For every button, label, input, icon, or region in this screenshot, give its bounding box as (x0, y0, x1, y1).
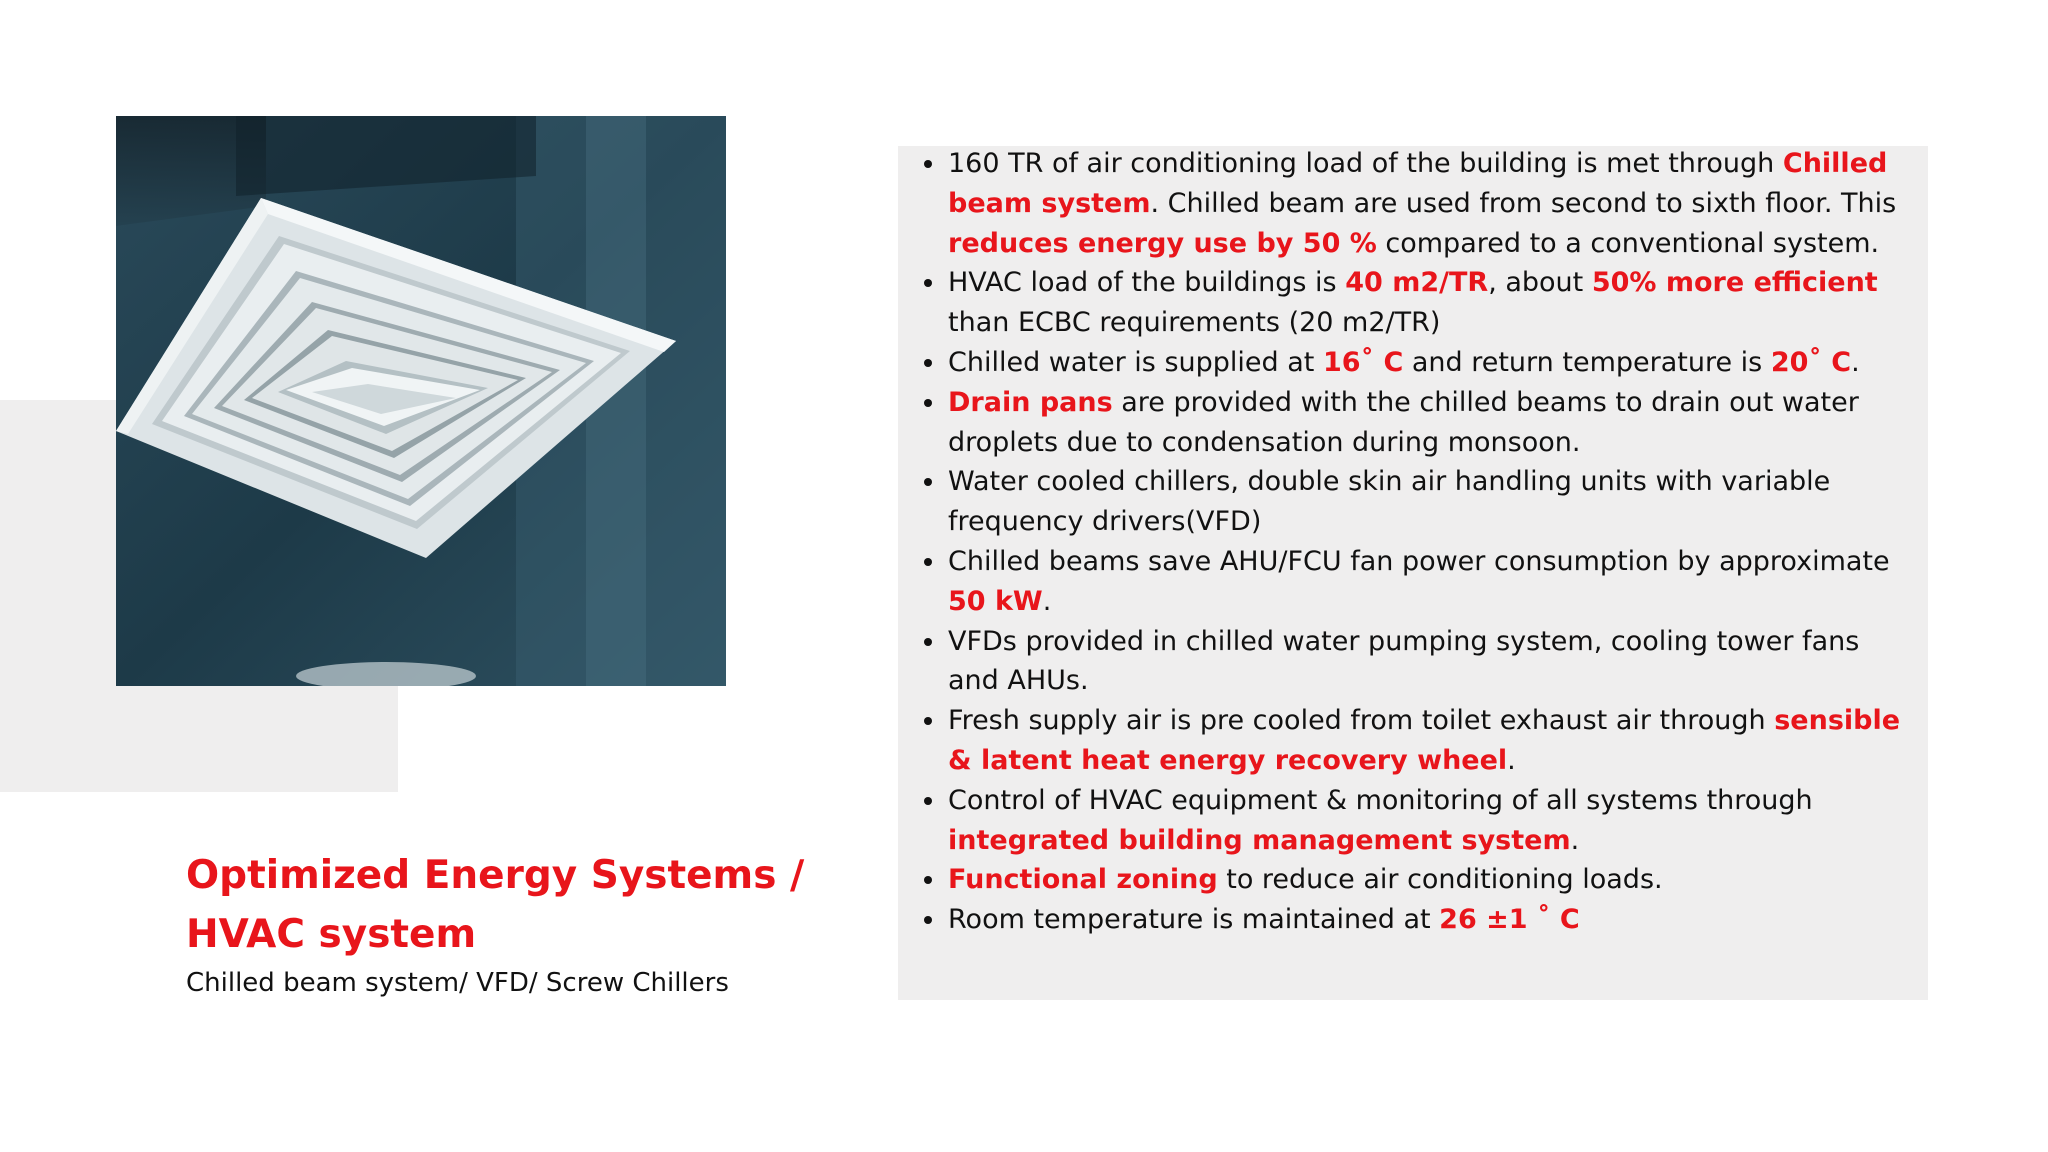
item-text: Control of HVAC equipment & monitoring of all systems through (948, 784, 1813, 816)
item-highlight: Chilled beam system (948, 148, 1888, 219)
item-text: . (1042, 585, 1052, 617)
item-text: to reduce air conditioning loads. (1217, 864, 1663, 896)
item-text: compared to a conventional system. (1376, 227, 1880, 259)
item-text: Chilled water is supplied at (948, 346, 1323, 378)
item-highlight: reduces energy use by 50 % (948, 227, 1377, 259)
item-highlight: 50 kW (948, 585, 1043, 617)
item-highlight: integrated building management system (948, 824, 1571, 856)
item-text: than ECBC requirements (20 m2/TR) (948, 307, 1441, 339)
item-text: . (1851, 346, 1860, 378)
item-highlight: 26 ±1 ˚ C (1439, 904, 1580, 936)
page-title (186, 846, 826, 964)
item-text: Fresh supply air is pre cooled from toilet exhaust air through (948, 705, 1775, 737)
item-text: , about (1488, 267, 1592, 299)
item-text: . (1507, 744, 1516, 776)
item-highlight: 40 m2/TR (1345, 267, 1489, 299)
item-text: Room temperature is maintained at (948, 904, 1440, 936)
list-item (948, 542, 1918, 622)
item-text: HVAC load of the buildings is (948, 267, 1346, 299)
item-highlight: 20˚ C (1770, 346, 1852, 378)
hvac-feature-list (948, 144, 1918, 940)
list-item (948, 781, 1918, 861)
item-text: . Chilled beam are used from second to sixth floor. This (1150, 187, 1897, 219)
hvac-diffuser-photo (116, 116, 726, 686)
item-highlight: sensible & latent heat energy recovery wheel (948, 705, 1901, 776)
list-item (948, 343, 1918, 383)
item-highlight: Functional zoning (948, 864, 1218, 896)
list-item (948, 462, 1918, 542)
item-highlight: 50% more efficient (1591, 267, 1878, 299)
page-title-line-1: Optimized Energy Systems / (186, 853, 805, 898)
list-item (948, 701, 1918, 781)
item-text: and return temperature is (1403, 346, 1771, 378)
item-text: VFDs provided in chilled water pumping system, cooling tower fans and AHUs. (948, 625, 1860, 697)
item-text: . (1570, 824, 1580, 856)
list-item (948, 383, 1918, 463)
item-highlight: 16˚ C (1322, 346, 1404, 378)
item-text: are provided with the chilled beams to drain out water droplets due to condensation during monsoon. (948, 386, 1859, 458)
item-text: 160 TR of air conditioning load of the building is met through (948, 148, 1783, 179)
list-item (948, 622, 1918, 702)
list-item (948, 263, 1918, 343)
list-item (948, 900, 1918, 940)
item-highlight: Drain pans (948, 386, 1113, 418)
list-item (948, 860, 1918, 900)
item-text: Water cooled chillers, double skin air handling units with variable frequency drivers(VFD) (948, 466, 1831, 538)
ceiling-air-diffuser-icon (116, 116, 726, 686)
item-text: Chilled beams save AHU/FCU fan power consumption by approximate (948, 545, 1890, 577)
page-title-line-2: HVAC system (186, 912, 477, 957)
list-item (948, 144, 1918, 263)
page-subtitle: Chilled beam system/ VFD/ Screw Chillers (186, 968, 729, 998)
